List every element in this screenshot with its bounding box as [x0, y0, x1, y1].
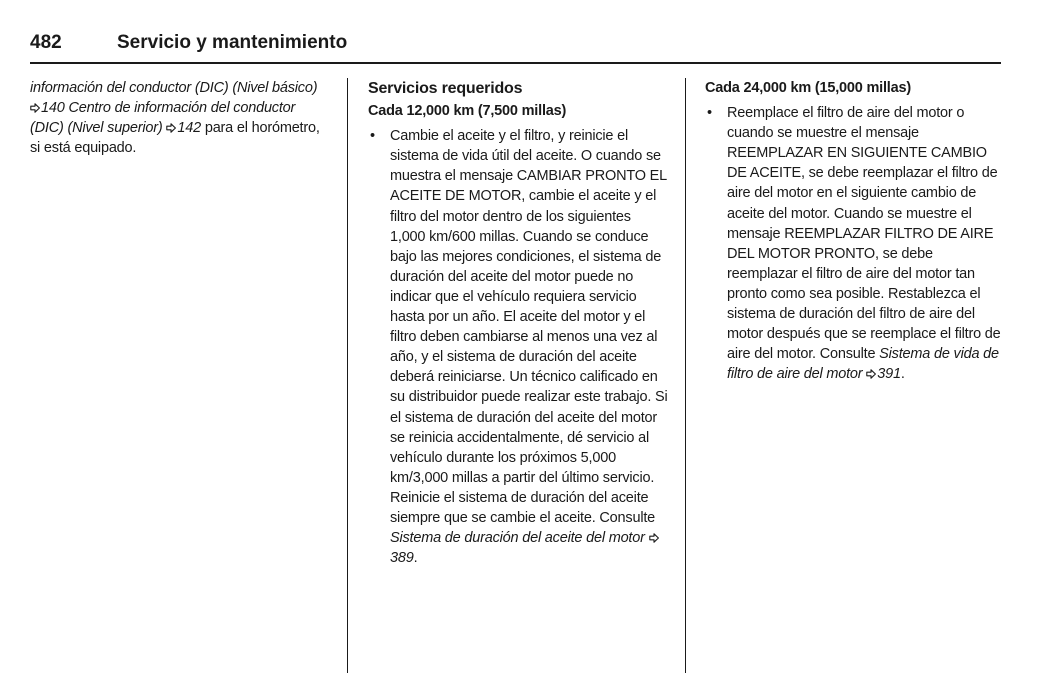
- interval-heading-12000: Cada 12,000 km (7,500 millas): [368, 103, 567, 120]
- oil-change-text: Cambie el aceite y el filtro, y reinicie el sistema de vida útil del aceite. O cuando se muestra el mensaje CAMBIAR PRONTO EL ACEITE DE MOTOR, cambie el aceite y el filtro del motor dentro de los siguientes 1,000 km/600 millas. Cuando se conduce bajo las mejores condiciones, el sistema de duración del aceite del motor puede no indicar que el vehículo requiera servicio hasta por un año. El aceite del motor y el filtro deben cambiarse al menos una vez al año, y el sistema de duración del aceite deberá reiniciarse. Un técnico calificado en su distribuidor puede realizar este trabajo. Si el sistema de duración del aceite del motor se reinicia accidentalmente, dé servicio al vehículo durante los próximos 5,000 km/3,000 millas a partir del último servicio. Reinicie el sistema de duración del aceite siempre que se cambie el aceite. Consulte: [390, 128, 668, 526]
- list-item: [705, 103, 1005, 384]
- page-number: 482: [30, 32, 62, 53]
- page-ref-142[interactable]: 142: [177, 120, 201, 137]
- list-item: [368, 126, 668, 568]
- column-right: [705, 78, 1005, 384]
- page-header: [30, 30, 1001, 64]
- cross-reference-air-filter-life[interactable]: Sistema de vida de filtro de aire del motor: [727, 346, 999, 383]
- bullet-icon: •: [707, 105, 712, 122]
- page-ref-391[interactable]: 391: [877, 366, 901, 383]
- page-reference-arrow-icon: [866, 364, 876, 384]
- cross-reference-oil-life[interactable]: Sistema de duración del aceite del motor: [390, 530, 645, 547]
- running-title: Servicio y mantenimiento: [117, 32, 348, 53]
- continuation-paragraph: [30, 78, 330, 158]
- column-middle: [368, 78, 668, 568]
- page-reference-arrow-icon: [30, 98, 40, 118]
- air-filter-text: Reemplace el filtro de aire del motor o cuando se muestre el mensaje REEMPLAZAR EN SIGUIENTE CAMBIO DE ACEITE, se debe reemplazar el filtro de aire del motor en el siguiente cambio de aceite del motor. Cuando se muestre el mensaje REEMPLAZAR FILTRO DE AIRE DEL MOTOR PRONTO, se debe reemplazar el filtro de aire del motor tan pronto como sea posible. Restablezca el sistema de duración del filtro de aire del motor después que se reemplace el filtro de aire del motor. Consulte: [727, 105, 1001, 363]
- continuation-tail-text: para el horómetro, si está equipado.: [30, 120, 320, 157]
- page-reference-arrow-icon: [649, 528, 659, 548]
- cross-reference-dic-basic[interactable]: información del conductor (DIC) (Nivel básico): [30, 80, 318, 96]
- page-reference-arrow-icon: [166, 118, 176, 138]
- interval-heading-24000: Cada 24,000 km (15,000 millas): [705, 80, 911, 96]
- column-divider-left: [347, 78, 348, 673]
- page-ref-140[interactable]: 140: [41, 100, 65, 117]
- column-left: [30, 78, 330, 158]
- cross-reference-dic-advanced[interactable]: Centro de información del conductor (DIC) (Nivel superior): [30, 100, 296, 137]
- page-ref-389[interactable]: 389: [390, 550, 414, 567]
- column-divider-right: [685, 78, 686, 673]
- section-heading: Servicios requeridos: [368, 80, 523, 97]
- sentence-end: .: [413, 550, 418, 567]
- bullet-icon: •: [370, 128, 375, 145]
- sentence-end: .: [900, 366, 905, 383]
